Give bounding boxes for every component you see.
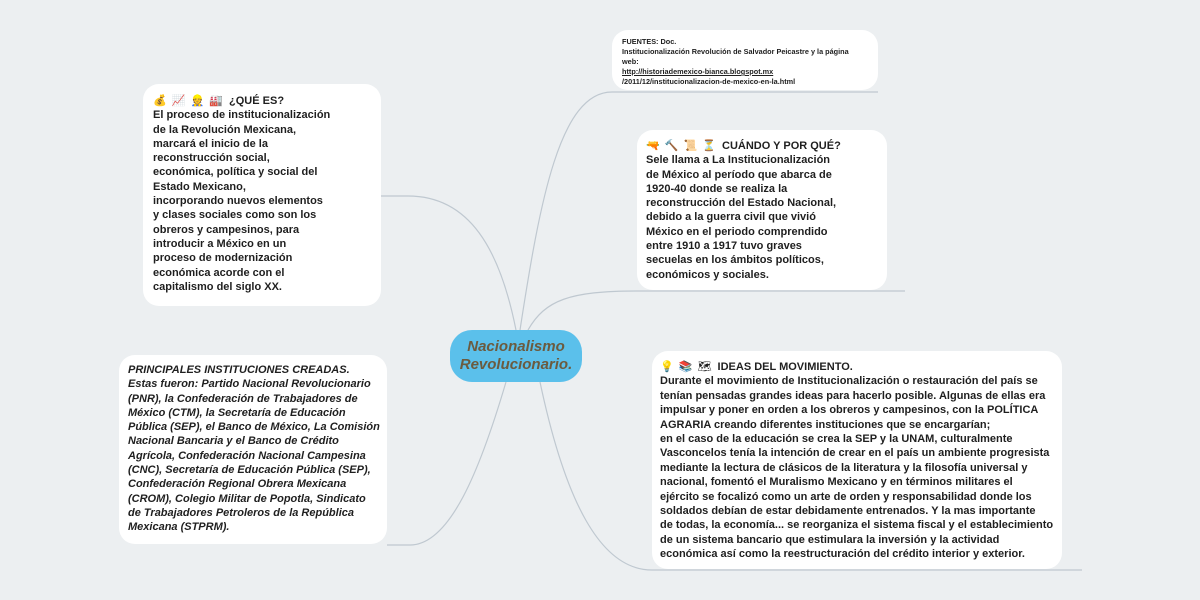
cuando-line: México en el periodo comprendido [646, 225, 828, 238]
que-es-heading [153, 94, 371, 108]
cuando-line: reconstrucción del Estado Nacional, [646, 197, 837, 210]
cuando-title: CUÁNDO Y POR QUÉ? [722, 140, 841, 152]
principales-line: Confederación Regional Obrera Mexicana [128, 478, 347, 491]
principales-line: (CROM), Colegio Militar de Popotla, Sindicato [128, 492, 366, 505]
ideas-line: nacional, fomentó el Muralismo Mexicano y en términos militares el [660, 476, 1013, 489]
ideas-line: de un sistema bancario que estimulara la inversión y la actividad [660, 533, 1000, 546]
cuando-line: secuelas en los ámbitos políticos, [646, 254, 824, 267]
ideas-line: ejército se focalizó como un arte de orden y responsabilidad donde los [660, 490, 1032, 503]
ideas-line: tenían pensadas grandes ideas para hacerlo posible. Algunas de ellas era [660, 389, 1046, 402]
fuentes-link-path: /2011/12/institucionalizacion-de-mexico-en-la.html [622, 77, 796, 86]
fuentes-line: Institucionalización Revolución de Salvador Peicastre y la página [622, 47, 849, 56]
cuando-line: entre 1910 a 1917 tuvo graves [646, 240, 802, 253]
principales-title: PRINCIPALES INSTITUCIONES CREADAS. [128, 364, 350, 376]
cuando-line: económicos y sociales. [646, 268, 769, 281]
que-es-title: ¿QUÉ ES? [229, 95, 285, 107]
que-es-line: Estado Mexicano, [153, 180, 246, 193]
principales-line: de Trabajadores Petroleros de la República [128, 506, 354, 519]
fuentes-line: web: [622, 57, 639, 66]
ideas-line: soldados debían de estar debidamente entrenados. Y la mas importante [660, 505, 1036, 518]
fuentes-title: FUENTES: Doc. [622, 37, 677, 46]
que-es-line: introducir a México en un [153, 237, 287, 250]
cuando-heading [646, 139, 878, 153]
topic-principales-instituciones[interactable] [119, 355, 387, 544]
gun-hammer-scroll-hourglass-icon: 🔫 🔨 📜 ⏳ [646, 140, 717, 152]
ideas-line: AGRARIA creando diferentes instituciones que se encargarían; [660, 418, 991, 431]
que-es-line: El proceso de institucionalización [153, 109, 331, 122]
que-es-line: económica acorde con el [153, 266, 285, 279]
link-cuando [528, 291, 905, 330]
fuentes-link[interactable]: http://historiademexico-bianca.blogspot.mx [622, 67, 774, 76]
ideas-line: de todas, la economía... se reorganiza el sistema fiscal y el establecimiento [660, 519, 1054, 532]
ideas-line: impulsar y poner en orden a los obreros y campesinos, con la POLÍTICA [660, 404, 1039, 417]
que-es-line: incorporando nuevos elementos [153, 195, 323, 208]
principales-line: Estas fueron: Partido Nacional Revolucionario [128, 378, 371, 391]
ideas-line: Durante el movimiento de Institucionalización o restauración del país se [660, 375, 1038, 388]
principales-line: Pública (SEP), el Banco de México, La Comisión [128, 421, 380, 434]
principales-line: Mexicana (STPRM). [128, 521, 230, 534]
topic-fuentes[interactable] [612, 30, 878, 90]
topic-cuando[interactable] [637, 130, 887, 290]
link-que-es [381, 196, 516, 330]
central-topic[interactable] [450, 330, 582, 382]
ideas-line: Vasconcelos tenía la intención de crear en el país un ambiente progresista [660, 447, 1050, 460]
que-es-line: proceso de modernización [153, 252, 293, 265]
que-es-line: reconstrucción social, [153, 152, 270, 165]
topic-ideas-del-movimiento[interactable] [652, 351, 1062, 569]
que-es-line: capitalismo del siglo XX. [153, 280, 282, 293]
cuando-line: de México al período que abarca de [646, 168, 832, 181]
principales-line: Nacional Bancaria y el Banco de Crédito [128, 435, 339, 448]
cuando-line: Sele llama a La Institucionalización [646, 154, 831, 167]
ideas-heading [660, 360, 1054, 374]
bulb-books-map-icon: 💡 📚 🗺 [660, 361, 713, 373]
principales-line: México (CTM), la Secretaría de Educación [128, 406, 346, 419]
que-es-line: de la Revolución Mexicana, [153, 123, 297, 136]
ideas-line: en el caso de la educación se crea la SEP y la UNAM, culturalmente [660, 433, 1013, 446]
principales-line: (CNC), Secretaría de Educación Pública (SEP), [128, 464, 371, 477]
ideas-line: mediante la lectura de clásicos de la literatura y la filosofía universal y [660, 461, 1028, 474]
ideas-line: económica así como la reestructuración del crédito interior y exterior. [660, 548, 1025, 561]
central-topic-label: Nacionalismo Revolucionario. [459, 338, 573, 373]
cuando-line: debido a la guerra civil que vivió [646, 211, 816, 224]
link-principales [387, 382, 506, 545]
que-es-line: marcará el inicio de la [153, 137, 268, 150]
money-chart-worker-factory-icon: 💰 📈 👷 🏭 [153, 95, 224, 107]
que-es-line: y clases sociales como son los [153, 209, 317, 222]
que-es-line: económica, política y social del [153, 166, 318, 179]
cuando-line: 1920-40 donde se realiza la [646, 182, 788, 195]
que-es-line: obreros y campesinos, para [153, 223, 300, 236]
topic-que-es[interactable] [143, 84, 381, 306]
ideas-title: IDEAS DEL MOVIMIENTO. [717, 361, 853, 373]
principales-line: Agrícola, Confederación Nacional Campesina [128, 449, 366, 462]
principales-line: (PNR), la Confederación de Trabajadores de [128, 392, 358, 405]
